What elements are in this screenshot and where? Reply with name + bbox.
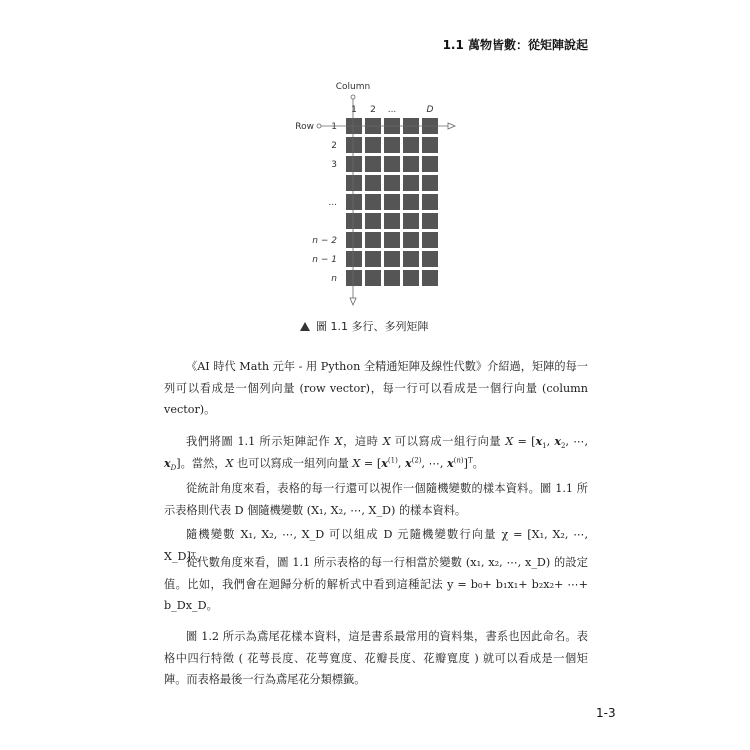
row-label: 3 [331,160,337,170]
matrix-cell [403,270,419,286]
matrix-cell [384,175,400,191]
page-number: 1-3 [596,706,616,720]
matrix-cell [346,156,362,172]
matrix-cell [346,194,362,210]
matrix-cell [365,175,381,191]
matrix-cell [346,251,362,267]
p2-part-a: 我們將圖 1.1 所示矩陣記作 [186,435,335,448]
matrix-cell [365,194,381,210]
paragraph-4: 隨機變數 X₁, X₂, ⋯, X_D 可以組成 D 元隨機變數行向量 χ = [X₁, X₂, ⋯, X_D]ᵀ。 [164,528,588,563]
matrix-cell [403,194,419,210]
matrix-cell [422,232,438,248]
matrix-cell [365,156,381,172]
figure-caption-text: 圖 1.1 多行、多列矩陣 [316,320,429,333]
paragraph-5: 從代數角度來看，圖 1.1 所示表格的每一行相當於變數 (x₁, x₂, ⋯, x_D) 的設定值。比如，我們會在迴歸分析的解析式中看到這種記法 y = b₀+ b₁x₁+ b₂x₂+ ⋯+ b_Dx_D。 [164,556,588,612]
matrix-cell [403,232,419,248]
matrix-cell [403,175,419,191]
matrix-cell [384,251,400,267]
p2-part-e: 也可以寫成一組列向量 [233,456,353,470]
matrix-cell [384,232,400,248]
p2-part-c: 可以寫成一組行向量 [390,435,506,448]
matrix-cell [422,194,438,210]
matrix-diagram [280,76,480,316]
matrix-cell [365,251,381,267]
column-label: 2 [370,105,376,115]
matrix-cell [422,175,438,191]
matrix-cell [365,232,381,248]
matrix-cell [422,156,438,172]
column-label: ... [387,105,397,115]
matrix-cell [384,270,400,286]
figure-caption [300,318,429,334]
row-label: n − 2 [312,236,337,246]
matrix-cell [422,213,438,229]
row-axis-label: Row [295,122,314,132]
paragraph-3: 從統計角度來看，表格的每一行還可以視作一個隨機變數的樣本資料。圖 1.1 所示表格則代表 D 個隨機變數 (X₁, X₂, ⋯, X_D) 的樣本資料。 [164,482,588,517]
matrix-cell [346,175,362,191]
matrix-cell [346,270,362,286]
matrix-cell [346,213,362,229]
matrix-cell [365,213,381,229]
matrix-cell [346,232,362,248]
row-label: 1 [331,122,337,132]
column-axis-arrowhead [350,298,356,305]
column-label: D [426,105,434,115]
matrix-figure [280,76,480,316]
matrix-cell [403,156,419,172]
row-axis-arrowhead [448,123,455,129]
matrix-cell [346,137,362,153]
matrix-cell [384,156,400,172]
matrix-cell [384,137,400,153]
column-label: 1 [351,105,357,115]
paragraph-6: 圖 1.2 所示為鳶尾花樣本資料，這是書系最常用的資料集，書系也因此命名。表格中四行特徵 ( 花萼長度、花萼寬度、花瓣長度、花瓣寬度 ) 就可以看成是一個矩陣。而表格最後一行為鳶尾花分類標籤。 [164,630,588,686]
matrix-cell [422,270,438,286]
column-axis-origin [351,95,355,99]
row-label: 2 [331,141,337,151]
row-label: n − 1 [312,255,337,265]
matrix-cell [403,137,419,153]
running-header: 1.1 萬物皆數：從矩陣說起 [442,38,588,52]
matrix-cell [403,213,419,229]
paragraph-1: 《AI 時代 Math 元年 - 用 Python 全精通矩陣及線性代數》介紹過，矩陣的每一列可以看成是一個列向量 (row vector)，每一行可以看成是一個行向量 (column vector)。 [164,360,588,416]
row-label: ... [328,198,337,208]
triangle-icon [300,322,310,331]
matrix-cell [365,270,381,286]
matrix-cell [422,251,438,267]
p2-part-d: 。當然， [180,456,226,470]
row-label: n [331,274,337,284]
row-axis-origin [317,124,321,128]
paragraph-2: 我們將圖 1.1 所示矩陣記作 X，這時 X 可以寫成一組行向量 $X = [x_1$, $x_2$, ⋯, $x_D$]。當然，X 也可以寫成一組列向量 $X = [x^{(1)}$, $x^{(2)}$, ⋯, $x^{(n)}]^T$。 [164,434,588,472]
matrix-cell [365,137,381,153]
p2-part-b: ，這時 [342,435,383,448]
matrix-cell [403,251,419,267]
matrix-cell [422,137,438,153]
column-axis-label: Column [335,82,371,92]
matrix-cell [384,213,400,229]
matrix-cell [384,194,400,210]
